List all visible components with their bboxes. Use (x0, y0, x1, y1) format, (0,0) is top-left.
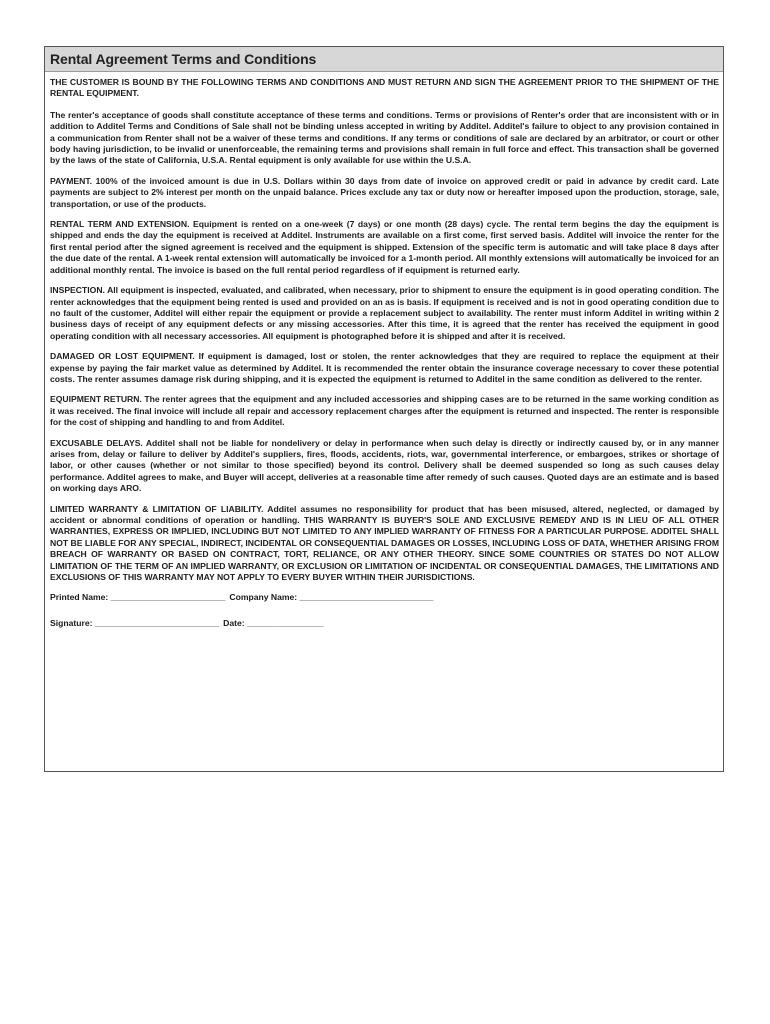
payment-paragraph: PAYMENT. 100% of the invoiced amount is due in U.S. Dollars within 30 days from date of invoice on approved credit or paid in advance by credit card. Late payments are subject to 2% interest per month on the unpaid balance. Prices exclude any tax or duty now or hereafter imposed upon the production, storage, sale, transportation, or use of the products. (50, 175, 719, 209)
damaged-equipment-paragraph: DAMAGED OR LOST EQUIPMENT. If equipment is damaged, lost or stolen, the renter acknowledges that they are required to replace the equipment at their expense by paying the fair market value as determined by Additel. It is recommended the renter obtain the insurance coverage necessary to cover these potential costs. The renter assumes damage risk during shipping, and it is expected the equipment is returned to Additel in the same condition as delivered to the renter. (50, 351, 719, 384)
equipment-return-paragraph: EQUIPMENT RETURN. The renter agrees that the equipment and any included accessories and shipping cases are to be returned in the same working condition as it was received. The final invoice will include all repair and accessory replacement charges after the equipment is returned and inspected. The renter is responsible for the cost of shipping and handling to and from Additel. (50, 394, 719, 428)
signature-field[interactable]: Signature: __________________________ (50, 618, 220, 629)
rental-term-paragraph: RENTAL TERM AND EXTENSION. Equipment is rented on a one-week (7 days) or one month (28 days) cycle. The rental term begins the day the equipment is shipped and ends the day the equipment is received at Additel. Instruments are available on a first come, first served basis. Additel will invoice the renter for the first rental period after the signed agreement is received and the equipment is shipped. Extension of the specific term is automatic and will take place 8 days after the due date of the rental. A 1-week rental extension will automatically be invoiced for a 1-month period. All monthly extensions will automatically be invoiced for an additional monthly rental. The invoice is based on the full rental period regardless of if equipment is returned early. (50, 219, 720, 275)
warranty-paragraph: LIMITED WARRANTY & LIMITATION OF LIABILITY. Additel assumes no responsibility for product that has been misused, altered, neglected, or damaged by accident or abnormal conditions of operation or handling. THIS WARRANTY IS BUYER'S SOLE AND EXCLUSIVE REMEDY AND IS IN LIEU OF ALL OTHER WARRANTIES, EXPRESS OR IMPLIED, INCLUDING BUT NOT LIMITED TO ANY IMPLIED WARRANTY OF FITNESS FOR A PARTICULAR PURPOSE. ADDITEL SHALL NOT BE LIABLE FOR ANY SPECIAL, INDIRECT, INCIDENTAL OR CONSEQUENTIAL DAMAGES OR LOSSES, INCLUDING LOSS OF DATA, WHETHER ARISING FROM BREACH OF WARRANTY OR BASED ON CONTRACT, TORT, RELIANCE, OR ANY OTHER THEORY. SINCE SOME COUNTRIES OR STATES DO NOT ALLOW LIMITATION OF THE TERM OF AN IMPLIED WARRANTY, OR EXCLUSION OR LIMITATION OF INCIDENTAL OR CONSEQUENTIAL DAMAGES, THE LIMITATIONS AND EXCLUSIONS OF THIS WARRANTY MAY NOT APPLY TO EVERY BUYER WITHIN THEIR JURISDICTIONS. (50, 503, 719, 583)
company-name-field[interactable]: Company Name: ____________________________ (229, 592, 434, 603)
name-row (50, 592, 719, 603)
inspection-paragraph: INSPECTION. All equipment is inspected, evaluated, and calibrated, when necessary, prior to shipment to ensure the equipment is in good operating condition. The renter acknowledges that the equipment being rented is used and provided on an as is basis. If equipment is received and is not in good operating condition due to no fault of the customer, Additel will either repair the equipment or provide a replacement subject to availability. The renter must inform Additel in writing within 2 business days of receipt of any equipment defects or any missing accessories. After this time, it is agreed that the renter has received the equipment in good operating condition with all necessary accessories. All equipment is photographed before it is shipped and after it is received. (50, 285, 719, 341)
terms-panel (44, 46, 724, 772)
signature-row (50, 618, 719, 629)
intro-paragraph: THE CUSTOMER IS BOUND BY THE FOLLOWING TERMS AND CONDITIONS AND MUST RETURN AND SIGN THE AGREEMENT PRIOR TO THE SHIPMENT OF THE RENTAL EQUIPMENT. (50, 77, 719, 99)
printed-name-field[interactable]: Printed Name: ________________________ (50, 592, 226, 603)
terms-content (45, 72, 723, 629)
acceptance-paragraph: The renter's acceptance of goods shall constitute acceptance of these terms and conditions. Terms or provisions of Renter's order that are inconsistent with or in addition to Additel Terms and Conditions of Sale shall not be binding unless accepted in writing by Additel. Additel's failure to object to any provision contained in a communication from Renter shall not be a waiver of these terms and conditions. If any terms or conditions of sale are declared by an arbitrator, or court or other body having jurisdiction, to be invalid or unenforceable, the remaining terms and provisions shall remain in full force and effect. This transaction shall be governed by the laws of the state of California, U.S.A. Rental equipment is only available for use within the U.S.A. (50, 109, 719, 166)
page-title: Rental Agreement Terms and Conditions (50, 51, 317, 67)
title-bar (45, 47, 723, 72)
date-field[interactable]: Date: ________________ (223, 618, 324, 629)
excusable-delays-paragraph: EXCUSABLE DELAYS. Additel shall not be liable for nondelivery or delay in performance when such delay is directly or indirectly caused by, or in any manner arises from, delay or failure to deliver by Additel's suppliers, fires, floods, accidents, riots, war, governmental interference, or embargoes, strikes or shortage of labor, or other causes (whether or not similar to those specified) beyond its control. Delivery shall be deemed suspended so long as such causes delay performance. Additel agrees to make, and Buyer will accept, deliveries at a reasonable time after remedy of such causes. Quoted days are an estimate and is based on working days ARO. (50, 437, 719, 494)
